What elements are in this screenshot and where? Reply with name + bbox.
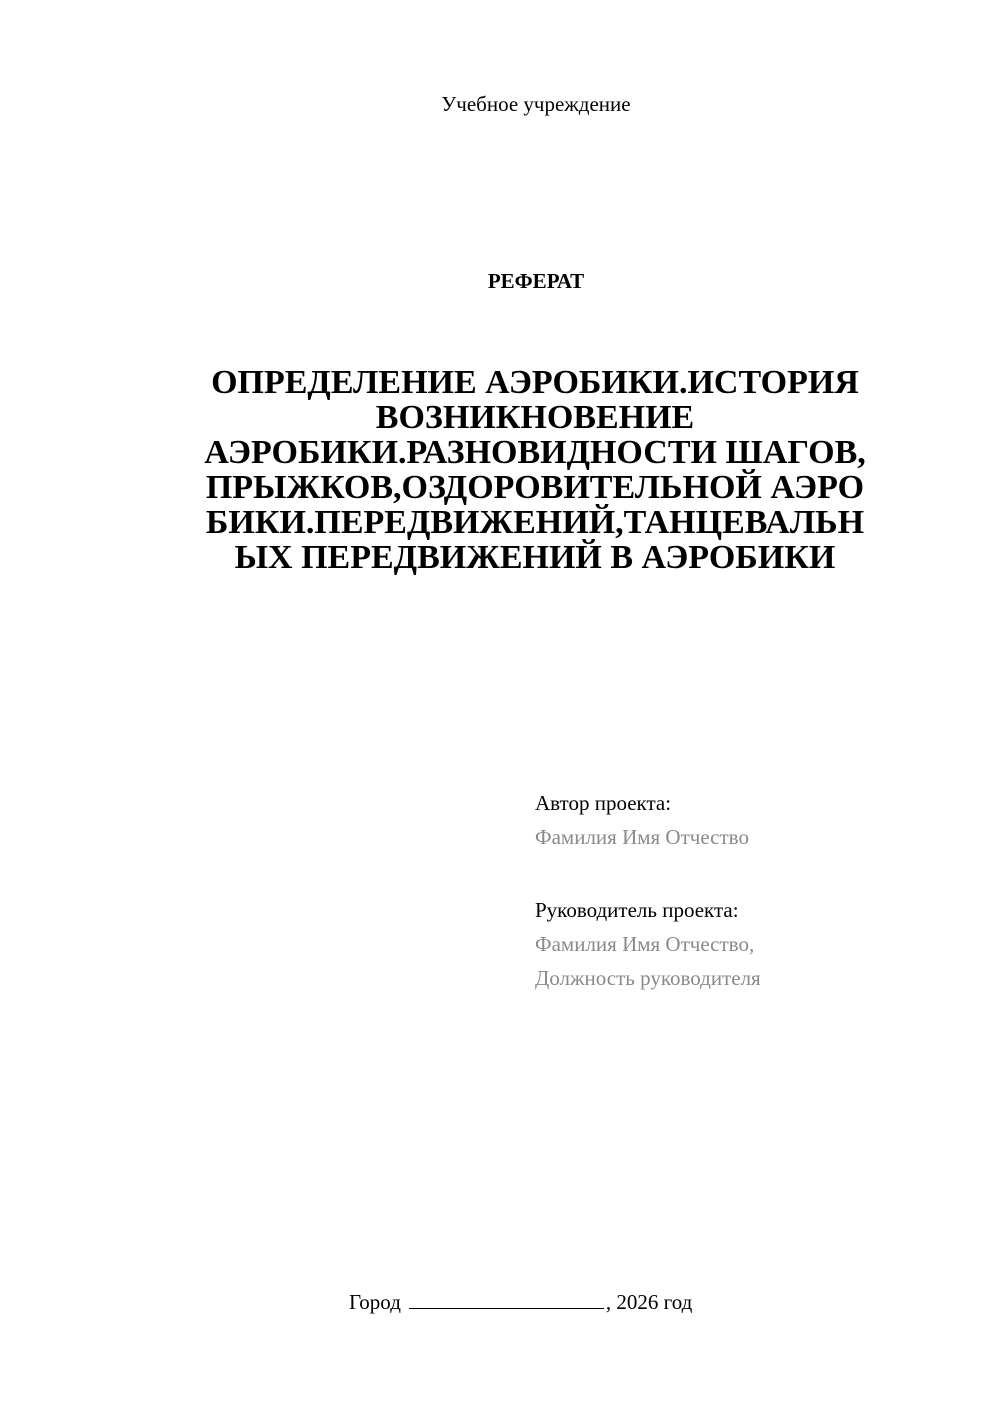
document-title (150, 365, 920, 575)
author-label: Автор проекта: (535, 791, 672, 815)
title-line: ЫХ ПЕРЕДВИЖЕНИЙ В АЭРОБИКИ (234, 539, 836, 576)
city-year-line (349, 1290, 692, 1315)
author-block (535, 786, 749, 854)
supervisor-block (535, 893, 761, 995)
year-text: , 2026 год (605, 1290, 693, 1314)
title-line: ОПРЕДЕЛЕНИЕ АЭРОБИКИ.ИСТОРИЯ (211, 364, 859, 401)
title-line: БИКИ.ПЕРЕДВИЖЕНИЙ,ТАНЦЕВАЛЬН (205, 504, 865, 541)
supervisor-name: Фамилия Имя Отчество, (535, 932, 755, 956)
supervisor-label: Руководитель проекта: (535, 898, 739, 922)
city-label: Город (349, 1290, 401, 1314)
title-line: ВОЗНИКНОВЕНИЕ (375, 399, 695, 436)
city-blank-field (409, 1290, 604, 1309)
document-type: РЕФЕРАТ (487, 269, 585, 293)
institution-name: Учебное учреждение (441, 92, 631, 116)
title-line: АЭРОБИКИ.РАЗНОВИДНОСТИ ШАГОВ, (204, 434, 866, 471)
title-line: ПРЫЖКОВ,ОЗДОРОВИТЕЛЬНОЙ АЭРО (205, 469, 865, 506)
author-name: Фамилия Имя Отчество (535, 825, 749, 849)
supervisor-position: Должность руководителя (535, 966, 761, 990)
